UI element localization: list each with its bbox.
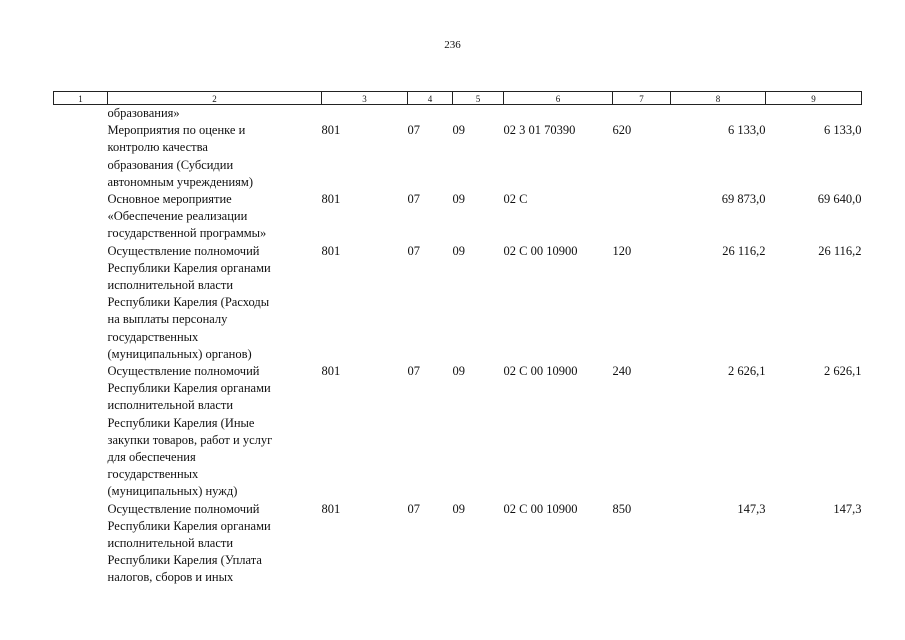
table-row [54, 501, 862, 587]
column-header: 9 [766, 92, 862, 105]
column-header: 5 [453, 92, 504, 105]
name-line: на выплаты персоналу [107, 312, 228, 327]
cell-target-article [504, 105, 613, 123]
cell-section: 07 [407, 501, 420, 516]
cell-target-article: 02 3 01 70390 [503, 123, 576, 138]
budget-table [53, 91, 862, 587]
cell-admin-code: 801 [321, 192, 341, 207]
name-line: Республики Карелия органами [107, 518, 271, 533]
cell-section: 07 [407, 192, 420, 207]
column-header: 1 [54, 92, 108, 105]
cell-admin-code: 801 [321, 123, 341, 138]
cell-section: 07 [407, 243, 420, 258]
cell-amount-1: 26 116,2 [722, 243, 766, 258]
name-line: Осуществление полномочий [107, 243, 260, 258]
name-line: (муниципальных) нужд) [107, 484, 238, 499]
cell-amount-2: 26 116,2 [818, 243, 862, 258]
cell-amount-2: 6 133,0 [824, 123, 862, 138]
cell-amount-2 [766, 105, 862, 123]
cell-amount-1: 147,3 [737, 501, 766, 516]
cell-amount-2: 147,3 [833, 501, 862, 516]
name-line: Республики Карелия органами [107, 260, 271, 275]
column-header: 8 [671, 92, 766, 105]
cell-amount-2: 2 626,1 [824, 364, 862, 379]
name-line: Мероприятия по оценке и [107, 123, 246, 138]
cell-expense-type: 850 [612, 501, 632, 516]
cell-col1 [54, 191, 108, 243]
table-row [54, 191, 862, 243]
name-line: Осуществление полномочий [107, 501, 260, 516]
name-line: исполнительной власти [107, 398, 234, 413]
table-row [54, 363, 862, 501]
name-line: закупки товаров, работ и услуг [107, 432, 273, 447]
cell-section: 07 [407, 123, 420, 138]
cell-subsection: 09 [452, 192, 465, 207]
name-line: Основное мероприятие [107, 192, 232, 207]
table-row [54, 122, 862, 191]
cell-name [108, 243, 322, 363]
cell-subsection: 09 [452, 123, 465, 138]
column-header: 4 [408, 92, 453, 105]
table-row [54, 105, 862, 123]
cell-col1 [54, 363, 108, 501]
column-number-header [54, 92, 862, 105]
name-line: Республики Карелия органами [107, 381, 271, 396]
cell-target-article: 02 С 00 10900 [503, 243, 578, 258]
column-header: 6 [504, 92, 613, 105]
name-line: исполнительной власти [107, 278, 234, 293]
cell-expense-type [613, 191, 671, 243]
cell-amount-1: 2 626,1 [728, 364, 766, 379]
name-line: образования (Субсидии [107, 157, 234, 172]
name-line: образования» [107, 106, 180, 120]
cell-name [108, 122, 322, 191]
name-line: исполнительной власти [107, 536, 234, 551]
cell-expense-type: 120 [612, 243, 632, 258]
cell-admin-code: 801 [321, 243, 341, 258]
name-line: контролю качества [107, 140, 208, 155]
cell-expense-type [613, 105, 671, 123]
cell-target-article: 02 С 00 10900 [503, 501, 578, 516]
cell-target-article: 02 С 00 10900 [503, 364, 578, 379]
cell-section [408, 105, 453, 123]
cell-section: 07 [407, 364, 420, 379]
cell-name [108, 105, 322, 123]
cell-amount-1 [671, 105, 766, 123]
cell-name [108, 191, 322, 243]
cell-admin-code: 801 [321, 501, 341, 516]
cell-target-article: 02 С [503, 192, 528, 207]
column-header: 3 [322, 92, 408, 105]
name-line: государственных [107, 329, 199, 344]
cell-col1 [54, 105, 108, 123]
table-row [54, 243, 862, 363]
cell-amount-1: 69 873,0 [721, 192, 766, 207]
name-line: Республики Карелия (Расходы [107, 295, 270, 310]
name-line: государственной программы» [107, 226, 267, 241]
name-line: государственных [107, 467, 199, 482]
table-body [54, 105, 862, 587]
cell-admin-code: 801 [321, 364, 341, 379]
page-number: 236 [444, 39, 461, 51]
column-header: 2 [108, 92, 322, 105]
name-line: «Обеспечение реализации [107, 209, 248, 224]
name-line: Республики Карелия (Уплата [107, 553, 262, 568]
name-line: Республики Карелия (Иные [107, 415, 255, 430]
cell-expense-type: 240 [612, 364, 632, 379]
cell-expense-type: 620 [612, 123, 632, 138]
cell-name [108, 363, 322, 501]
cell-subsection [453, 105, 504, 123]
cell-col1 [54, 122, 108, 191]
cell-col1 [54, 243, 108, 363]
column-header: 7 [613, 92, 671, 105]
cell-subsection: 09 [452, 364, 465, 379]
name-line: (муниципальных) органов) [107, 346, 252, 361]
cell-amount-2: 69 640,0 [817, 192, 862, 207]
cell-admin-code [322, 105, 408, 123]
cell-name [108, 501, 322, 587]
name-line: Осуществление полномочий [107, 364, 260, 379]
name-line: налогов, сборов и иных [107, 570, 234, 585]
cell-subsection: 09 [452, 243, 465, 258]
cell-amount-1: 6 133,0 [728, 123, 766, 138]
name-line: автономным учреждениям) [107, 174, 254, 189]
cell-subsection: 09 [452, 501, 465, 516]
name-line: для обеспечения [107, 450, 196, 465]
cell-col1 [54, 501, 108, 587]
